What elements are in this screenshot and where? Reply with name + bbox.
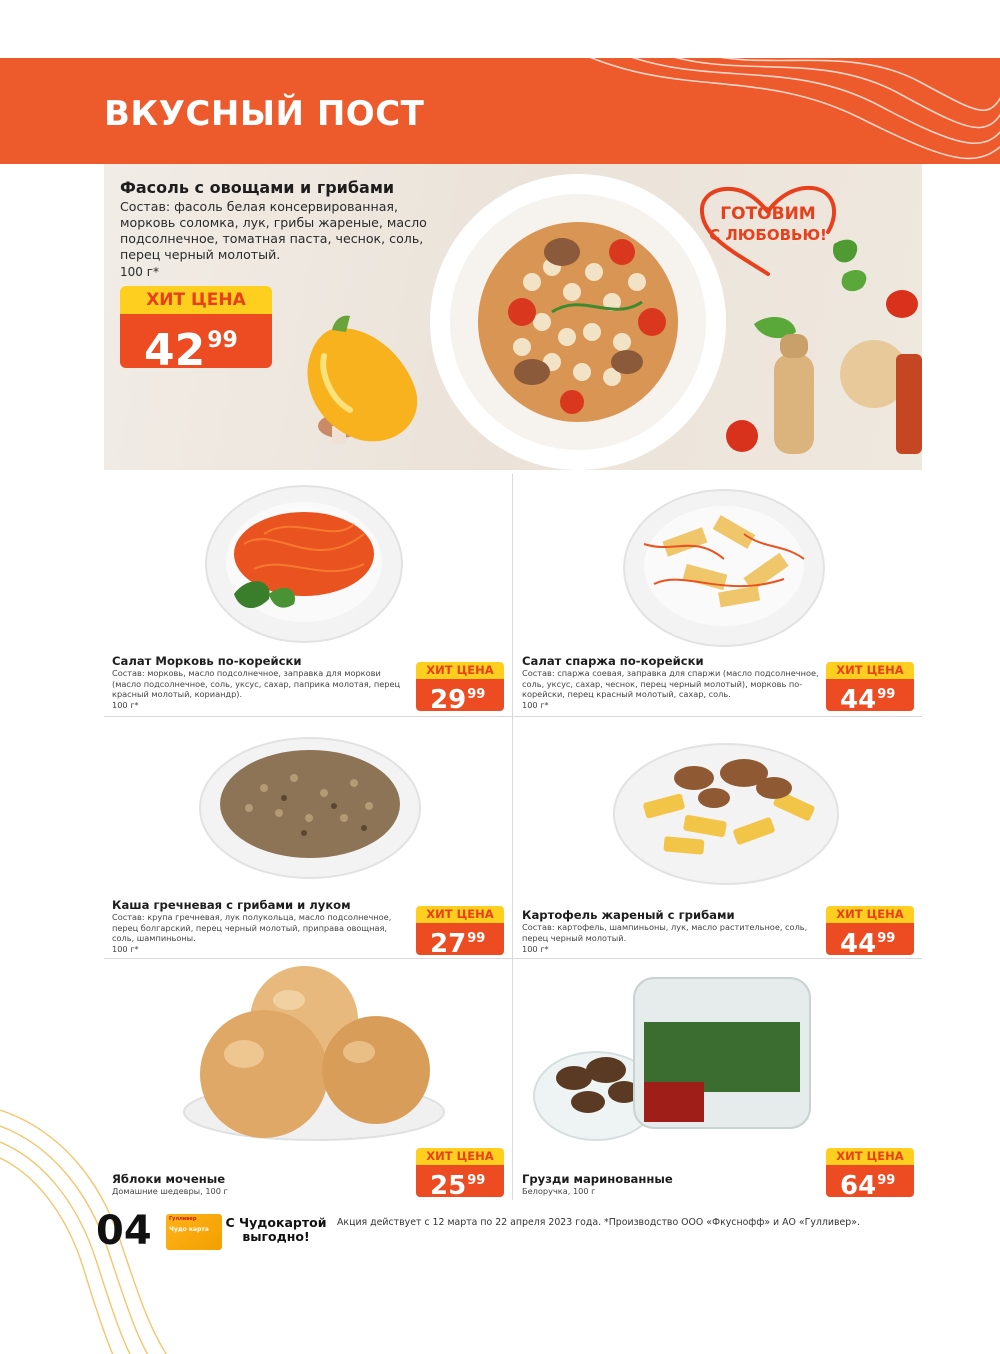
promo-disclaimer: Акция действует с 12 марта по 22 апреля 2023 года. *Производство ООО «Фкуснофф» и АО «Гулливер». bbox=[337, 1217, 860, 1228]
badge-line-2: С ЛЮБОВЬЮ! bbox=[709, 226, 827, 244]
price-label: ХИТ ЦЕНА bbox=[416, 1148, 504, 1165]
product-weight: Белоручка, 100 г bbox=[522, 1186, 596, 1196]
product-weight: Домашние шедевры, 100 г bbox=[112, 1186, 228, 1196]
product-name: Каша гречневая с грибами и луком bbox=[112, 898, 351, 912]
product-description: Состав: спаржа соевая, заправка для спаржи (масло подсолнечное, соль, уксус, сахар, чеснок, перец черный молотый), морковь по-корейски, перец красный молотый, сахар, соль. bbox=[522, 668, 819, 699]
product-description: Состав: картофель, шампиньоны, лук, масло растительное, соль, перец черный молотый. bbox=[522, 922, 808, 943]
product-card-asparagus-salad bbox=[514, 474, 922, 716]
product-name: Яблоки моченые bbox=[112, 1172, 226, 1186]
price-label: ХИТ ЦЕНА bbox=[826, 662, 914, 679]
product-card-carrot-salad bbox=[104, 474, 512, 716]
product-description: Состав: крупа гречневая, лук полукольца, масло подсолнечное, перец болгарский, перец черный молотый, приправа овощная, соль, шампиньоны. bbox=[112, 912, 392, 943]
hero-product-weight: 100 г* bbox=[120, 265, 160, 279]
badge-line-1: ГОТОВИМ bbox=[720, 204, 816, 224]
price-label: ХИТ ЦЕНА bbox=[416, 662, 504, 679]
price-value: $64^{99}$ bbox=[826, 1165, 914, 1197]
product-weight: 100 г* bbox=[112, 944, 139, 954]
buckwheat-image bbox=[104, 718, 512, 898]
price-tag bbox=[416, 1148, 504, 1201]
price-label: ХИТ ЦЕНА bbox=[120, 286, 272, 314]
grid-divider-vertical bbox=[512, 474, 513, 1200]
product-weight: 100 г* bbox=[522, 944, 549, 954]
dish-image bbox=[422, 172, 734, 470]
product-name: Салат Морковь по-корейски bbox=[112, 654, 302, 668]
loyalty-card-slogan: С Чудокартой выгодно! bbox=[225, 1215, 327, 1244]
product-card-buckwheat bbox=[104, 718, 512, 960]
carrot-salad-image bbox=[104, 474, 512, 654]
price-value: $42^{99}$ bbox=[120, 314, 272, 368]
pepper-image bbox=[280, 308, 430, 448]
price-label: ХИТ ЦЕНА bbox=[826, 906, 914, 923]
price-tag bbox=[826, 1148, 914, 1201]
hero-price-tag bbox=[120, 286, 272, 376]
product-card-pickled-mushrooms bbox=[514, 962, 922, 1204]
price-tag bbox=[826, 662, 914, 715]
price-value: $25^{99}$ bbox=[416, 1165, 504, 1197]
price-value: $44^{99}$ bbox=[826, 679, 914, 711]
product-weight: 100 г* bbox=[522, 700, 549, 710]
pickled-mushrooms-image bbox=[514, 962, 922, 1142]
price-value: $27^{99}$ bbox=[416, 923, 504, 955]
product-name: Картофель жареный с грибами bbox=[522, 908, 735, 922]
page-number: 04 bbox=[96, 1208, 152, 1254]
price-value: $44^{99}$ bbox=[826, 923, 914, 955]
fried-potatoes-image bbox=[514, 718, 922, 898]
asparagus-salad-image bbox=[514, 474, 922, 654]
price-tag bbox=[416, 662, 504, 715]
product-card-fried-potatoes bbox=[514, 718, 922, 960]
hero-product-name: Фасоль с овощами и грибами bbox=[120, 178, 395, 197]
page-title: ВКУСНЫЙ ПОСТ bbox=[104, 94, 425, 134]
hero-product bbox=[104, 164, 922, 470]
product-description: Состав: морковь, масло подсолнечное, заправка для моркови (масло подсолнечное, соль, уксус, сахар, паприка молотая, перец красный молотый, кориандр). bbox=[112, 668, 401, 699]
product-weight: 100 г* bbox=[112, 700, 139, 710]
loyalty-card-image: Гулливер Чудо карта bbox=[166, 1214, 222, 1250]
hero-product-description: Состав: фасоль белая консервированная, морковь соломка, лук, грибы жареные, масло подсолнечное, томатная паста, чеснок, соль, перец черный молотый. bbox=[120, 199, 427, 262]
price-label: ХИТ ЦЕНА bbox=[826, 1148, 914, 1165]
price-tag bbox=[826, 906, 914, 959]
price-tag bbox=[416, 906, 504, 959]
product-name: Грузди маринованные bbox=[522, 1172, 673, 1186]
price-value: $29^{99}$ bbox=[416, 679, 504, 711]
price-label: ХИТ ЦЕНА bbox=[416, 906, 504, 923]
product-name: Салат спаржа по-корейски bbox=[522, 654, 704, 668]
spices-image bbox=[724, 224, 922, 470]
header-banner bbox=[0, 58, 1000, 164]
grid-divider-1 bbox=[104, 716, 922, 717]
decorative-waves bbox=[560, 58, 1000, 164]
